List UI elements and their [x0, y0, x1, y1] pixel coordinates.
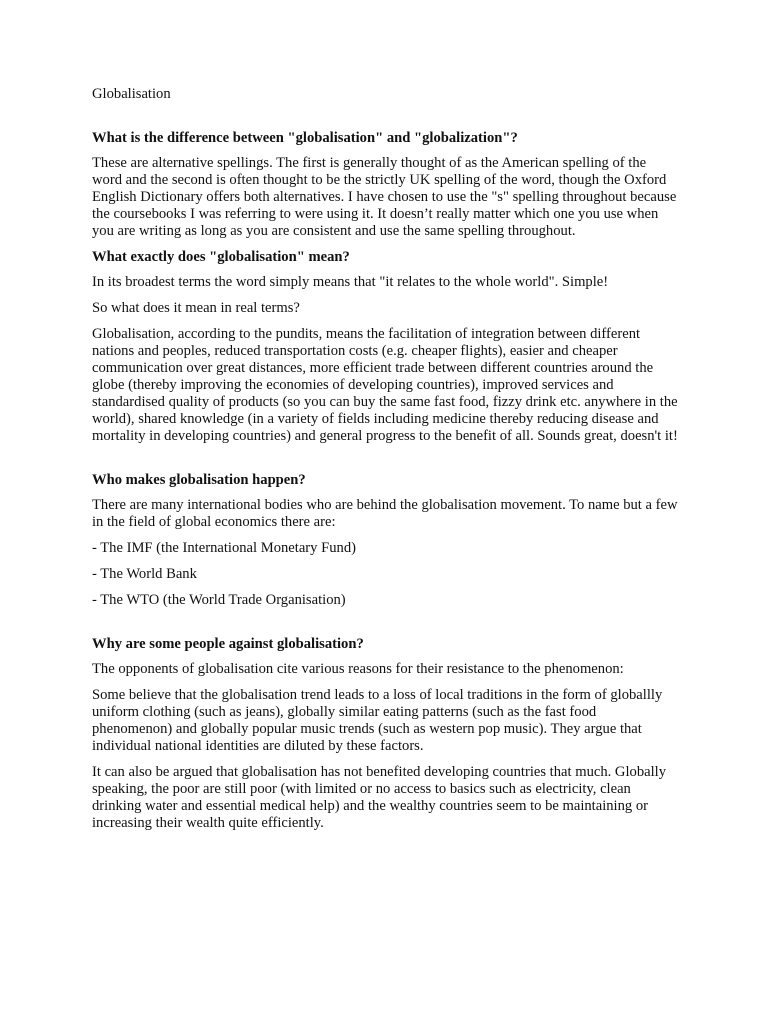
- document-page: [92, 86, 678, 841]
- blank-line: [92, 618, 678, 636]
- blank-line: [92, 454, 678, 472]
- section-heading: What exactly does "globalisation" mean?: [92, 249, 350, 265]
- section-who: [92, 472, 678, 609]
- paragraph: Some believe that the globalisation trend leads to a loss of local traditions in the form of globallly uniform clothing (such as jeans), globally similar eating patterns (such as the fast food phenomenon) and globally popular music trends (such as western pop music). They argue that individual national identities are diluted by these factors.: [92, 687, 663, 754]
- paragraph: It can also be argued that globalisation has not benefited developing countries that much. Globally speaking, the poor are still poor (with limited or no access to basics such as electricity, clean drinking water and essential medical help) and the wealthy countries seem to be maintaining or increasing their wealth quite efficiently.: [92, 764, 667, 831]
- section-spelling: [92, 130, 678, 240]
- list-item: - The World Bank: [92, 566, 197, 582]
- list-item: - The WTO (the World Trade Organisation): [92, 592, 346, 608]
- paragraph: The opponents of globalisation cite various reasons for their resistance to the phenomenon:: [92, 661, 624, 677]
- paragraph: There are many international bodies who are behind the globalisation movement. To name but a few in the field of global economics there are:: [92, 497, 678, 530]
- paragraph: These are alternative spellings. The first is generally thought of as the American spelling of the word and the second is often thought to be the strictly UK spelling of the word, though the Oxford English Dictionary offers both alternatives. I have chosen to use the "s" spelling throughout because the coursebooks I was referring to were using it. It doesn’t really matter which one you use when you are writing as long as you are consistent and use the same spelling throughout.: [92, 155, 677, 239]
- paragraph: Globalisation, according to the pundits, means the facilitation of integration between different nations and peoples, reduced transportation costs (e.g. cheaper flights), easier and cheaper communication over great distances, more efficient trade between different countries around the globe (thereby improving the economies of developing countries), improved services and standardised quality of products (so you can buy the same fast food, fizzy drink etc. anywhere in the world), shared knowledge (in a variety of fields including medicine thereby reducing disease and mortality in developing countries) and general progress to the benefit of all. Sounds great, doesn't it!: [92, 326, 678, 444]
- list-item: - The IMF (the International Monetary Fund): [92, 540, 356, 556]
- section-heading: What is the difference between "globalisation" and "globalization"?: [92, 130, 518, 146]
- section-meaning: [92, 249, 678, 445]
- paragraph: In its broadest terms the word simply means that "it relates to the whole world". Simple!: [92, 274, 609, 290]
- paragraph: So what does it mean in real terms?: [92, 300, 300, 316]
- section-against: [92, 636, 678, 832]
- section-heading: Why are some people against globalisation?: [92, 636, 364, 652]
- section-heading: Who makes globalisation happen?: [92, 472, 306, 488]
- document-title: Globalisation: [92, 86, 171, 102]
